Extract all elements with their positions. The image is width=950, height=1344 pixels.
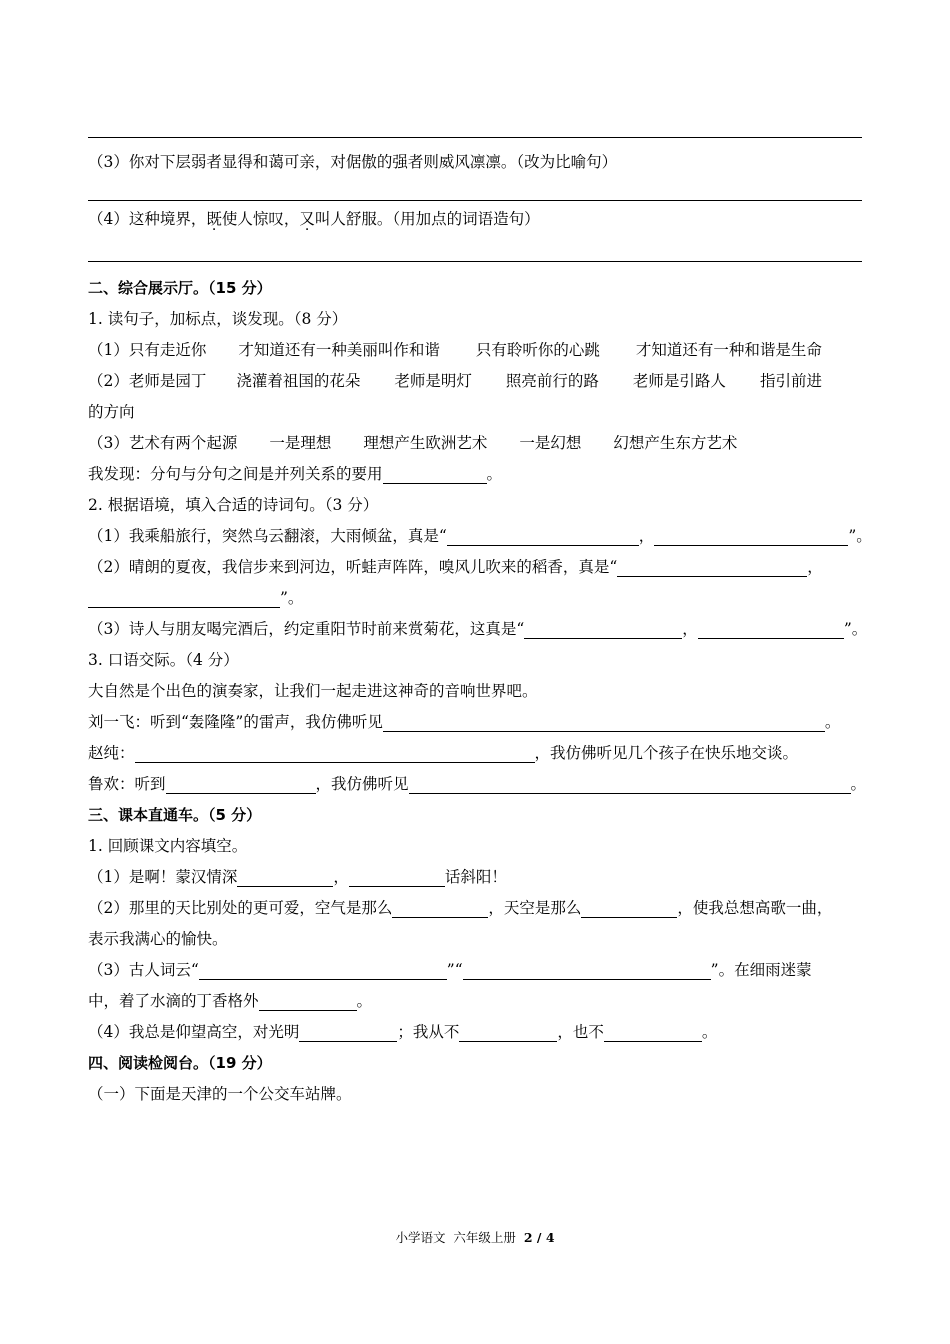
footer-subject: 小学语文 xyxy=(395,1230,446,1245)
fill-blank[interactable] xyxy=(383,714,825,732)
fill-blank[interactable] xyxy=(199,962,447,980)
question-title: 1. 回顾课文内容填空。 xyxy=(88,837,248,855)
fill-blank[interactable] xyxy=(88,590,280,608)
sentence-row-cont: 的方向 xyxy=(88,403,135,421)
fill-blank[interactable] xyxy=(617,559,807,577)
fill-item: （3）古人词云“ ”“ ”。在细雨迷蒙 xyxy=(88,961,812,979)
dialogue-line: 刘一飞：听到“轰隆隆”的雷声，我仿佛听见 。 xyxy=(88,713,841,731)
intro-text: 大自然是个出色的演奏家，让我们一起走进这神奇的音响世界吧。 xyxy=(88,682,538,700)
section-title: 二、综合展示厅。（15 分） xyxy=(88,279,272,297)
fill-blank[interactable] xyxy=(135,745,535,763)
fill-blank[interactable] xyxy=(299,1024,397,1042)
poem-item-cont: ”。 xyxy=(88,588,862,608)
fill-blank[interactable] xyxy=(654,528,848,546)
fill-item: （4）我总是仰望高空，对光明 ；我从不 ，也不 。 xyxy=(88,1023,718,1041)
sentence-row: （2）老师是园丁 浇灌着祖国的花朵 老师是明灯 照亮前行的路 老师是引路人 指引前进 xyxy=(88,372,822,390)
fill-blank[interactable] xyxy=(698,621,844,639)
sentence-row: （1）只有走近你 才知道还有一种美丽叫作和谐 只有聆听你的心跳 才知道还有一种和谐是生命 xyxy=(88,341,822,359)
finding-line: 我发现：分句与分句之间是并列关系的要用 。 xyxy=(88,465,503,483)
poem-item: （3）诗人与朋友喝完酒后，约定重阳节时前来赏菊花，这真是“ ， ”。 xyxy=(88,620,868,638)
question-title: 2. 根据语境，填入合适的诗词句。（3 分） xyxy=(88,496,379,514)
dialogue-line: 赵纯： ，我仿佛听见几个孩子在快乐地交谈。 xyxy=(88,744,799,762)
emphasis-dot: 又 xyxy=(299,210,315,228)
fill-blank[interactable] xyxy=(383,466,487,484)
fill-blank[interactable] xyxy=(524,621,682,639)
answer-line[interactable] xyxy=(88,137,862,138)
fill-blank[interactable] xyxy=(259,993,357,1011)
sentence-row: （3）艺术有两个起源 一是理想 理想产生欧洲艺术 一是幻想 幻想产生东方艺术 xyxy=(88,434,738,452)
page-footer xyxy=(0,1228,950,1246)
emphasis-dot: 既 xyxy=(206,210,222,228)
answer-line[interactable] xyxy=(88,261,862,262)
fill-blank[interactable] xyxy=(463,962,711,980)
fill-item: （1）是啊！蒙汉情深 ， 话斜阳！ xyxy=(88,868,507,886)
fill-item: （2）那里的天比别处的更可爱，空气是那么 ，天空是那么 ，使我总想高歌一曲， xyxy=(88,899,833,917)
fill-blank[interactable] xyxy=(349,869,445,887)
footer-grade: 六年级上册 xyxy=(453,1230,516,1245)
subsection-title: （一）下面是天津的一个公交车站牌。 xyxy=(88,1085,352,1103)
fill-item-cont: 中，着了水滴的丁香格外 。 xyxy=(88,992,373,1010)
answer-line[interactable] xyxy=(88,200,862,201)
fill-blank[interactable] xyxy=(447,528,639,546)
fill-blank[interactable] xyxy=(392,900,488,918)
section-title: 三、课本直通车。（5 分） xyxy=(88,806,262,824)
question-item: （4）这种境界，既使人惊叹，又叫人舒服。（用加点的词语造句） xyxy=(88,210,540,228)
fill-blank[interactable] xyxy=(409,776,851,794)
fill-blank[interactable] xyxy=(166,776,316,794)
question-title: 1. 读句子，加标点，谈发现。（8 分） xyxy=(88,310,348,328)
fill-blank[interactable] xyxy=(604,1024,702,1042)
question-title: 3. 口语交际。（4 分） xyxy=(88,651,239,669)
poem-item: （1）我乘船旅行，突然乌云翻滚，大雨倾盆，真是“ ， ”。 xyxy=(88,527,872,545)
fill-item-cont: 表示我满心的愉快。 xyxy=(88,930,228,948)
fill-blank[interactable] xyxy=(237,869,333,887)
fill-blank[interactable] xyxy=(581,900,677,918)
poem-item: （2）晴朗的夏夜，我信步来到河边，听蛙声阵阵，嗅风儿吹来的稻香，真是“ ， xyxy=(88,558,823,576)
page-number: 2 / 4 xyxy=(523,1230,555,1245)
fill-blank[interactable] xyxy=(459,1024,557,1042)
section-title: 四、阅读检阅台。（19 分） xyxy=(88,1054,272,1072)
dialogue-line: 鲁欢：听到 ，我仿佛听见 。 xyxy=(88,775,867,793)
question-item: （3）你对下层弱者显得和蔼可亲，对倨傲的强者则威风凛凛。（改为比喻句） xyxy=(88,153,618,171)
